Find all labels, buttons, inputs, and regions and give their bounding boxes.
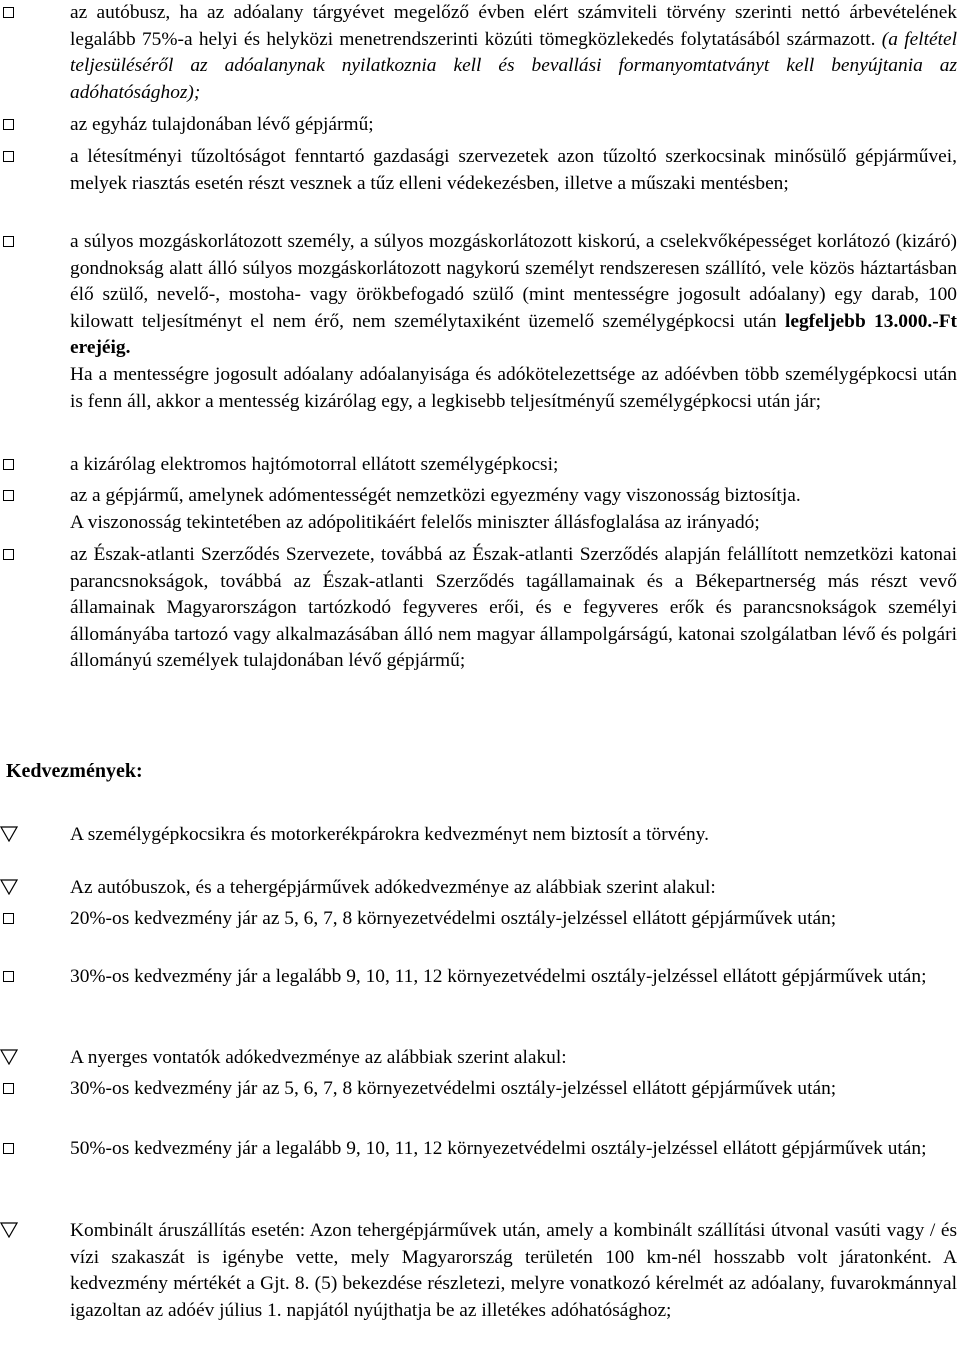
checkbox-bullet-icon: [0, 452, 20, 479]
item-text: az a gépjármű, amelynek adómentességét nemzetközi egyezmény vagy viszonosság biztosítja.: [70, 485, 801, 506]
list-item: [0, 1045, 960, 1072]
item-extra-paragraph: Ha a mentességre jogosult adóalany adóalanyisága és adókötelezettsége az adóévben több személygépkocsi után is fenn áll, akkor a mentesség kizárólag egy, a legkisebb teljesítményű személygépkocsi után jár;: [70, 363, 957, 412]
checkbox-bullet-icon: [0, 1136, 20, 1163]
item-text: a kizárólag elektromos hajtómotorral ellátott személygépkocsi;: [70, 454, 559, 475]
list-item: [0, 144, 960, 197]
section-heading: Kedvezmények:: [6, 760, 143, 782]
item-text: 50%-os kedvezmény jár a legalább 9, 10, 11, 12 környezetvédelmi osztály-jelzéssel ellátott gépjárművek után;: [70, 1138, 927, 1159]
checkbox-bullet-icon: [0, 906, 20, 933]
list-item: [0, 483, 960, 536]
checkbox-bullet-icon: [0, 964, 20, 991]
list-item: [0, 1076, 960, 1103]
checkbox-bullet-icon: [0, 1076, 20, 1103]
checkbox-bullet-icon: [0, 229, 20, 256]
triangle-bullet-icon: [0, 875, 20, 902]
item-text: 30%-os kedvezmény jár az 5, 6, 7, 8 környezetvédelmi osztály-jelzéssel ellátott gépjárművek után;: [70, 1078, 837, 1099]
checkbox-bullet-icon: [0, 542, 20, 569]
triangle-bullet-icon: [0, 1218, 20, 1245]
list-item: [0, 875, 960, 902]
item-text: A személygépkocsikra és motorkerékpárokra kedvezményt nem biztosít a törvény.: [70, 824, 709, 845]
triangle-bullet-icon: [0, 822, 20, 849]
list-item: [0, 452, 960, 479]
item-text: az Észak-atlanti Szerződés Szervezete, továbbá az Észak-atlanti Szerződés alapján felállított nemzetközi katonai parancsnokságok, továbbá az Észak-atlanti Szerződés tagállamainak és a Békepartnerség más részt vevő államainak Magyarországon tartózkodó fegyveres erői, és e fegyveres erők és parancsnokságok személyi állományába tartozó vagy alkalmazásában álló nem magyar állampolgárságú, katonai szolgálatban lévő és polgári állományú személyek tulajdonában lévő gépjármű;: [70, 544, 957, 672]
list-item: [0, 229, 960, 415]
item-note-italic: (a feltétel teljesüléséről az adóalanynak nyilatkoznia kell és bevallási formanyomtatványt kell benyújtania az adóhatósághoz);: [70, 28, 957, 103]
list-item: [0, 0, 960, 106]
list-item: [0, 822, 960, 849]
item-text: az autóbusz, ha az adóalany tárgyévet megelőző évben elért számviteli törvény szerinti nettó árbevételének legalább 75%-a helyi és helyközi menetrendszerinti közúti tömegközlekedés folytatásából származott.: [70, 2, 957, 50]
checkbox-bullet-icon: [0, 112, 20, 139]
checkbox-bullet-icon: [0, 0, 20, 27]
list-item: [0, 964, 960, 991]
checkbox-bullet-icon: [0, 483, 20, 510]
item-text: az egyház tulajdonában lévő gépjármű;: [70, 114, 374, 135]
list-item: [0, 1218, 960, 1324]
list-item: [0, 906, 960, 933]
item-text: Kombinált áruszállítás esetén: Azon tehergépjárművek után, amely a kombinált szállítási útvonal vasúti vagy / és vízi szakaszát is igénybe vette, mely Magyarország területén 100 km-nél hosszabb volt járatonként. A kedvezmény mértékét a Gjt. 8. (5) bekezdése részletezi, melyre vonatkozó kérelmét az adóalany, fuvarokmánnyal igazoltan az adóév július 1. napjától nyújthatja be az illetékes adóhatósághoz;: [70, 1220, 957, 1321]
checkbox-bullet-icon: [0, 144, 20, 171]
triangle-bullet-icon: [0, 1045, 20, 1072]
item-text: 30%-os kedvezmény jár a legalább 9, 10, 11, 12 környezetvédelmi osztály-jelzéssel ellátott gépjárművek után;: [70, 966, 927, 987]
item-extra-paragraph: A viszonosság tekintetében az adópolitikáért felelős miniszter állásfoglalása az irányadó;: [70, 511, 760, 533]
list-item: [0, 542, 960, 675]
item-text: a létesítményi tűzoltóságot fenntartó gazdasági szervezetek azon tűzoltó szerkocsinak minősülő gépjárművei, melyek riasztás esetén részt vesznek a tűz elleni védekezésben, illetve a műszaki mentésben;: [70, 146, 957, 194]
list-item: [0, 112, 960, 139]
item-text: A nyerges vontatók adókedvezménye az alábbiak szerint alakul:: [70, 1047, 567, 1068]
item-text: Az autóbuszok, és a tehergépjárművek adókedvezménye az alábbiak szerint alakul:: [70, 877, 716, 898]
item-text: 20%-os kedvezmény jár az 5, 6, 7, 8 környezetvédelmi osztály-jelzéssel ellátott gépjárművek után;: [70, 908, 837, 929]
list-item: [0, 1136, 960, 1163]
item-limit-bold: legfeljebb 13.000.-Ft erejéig.: [70, 310, 957, 359]
item-text: a súlyos mozgáskorlátozott személy, a súlyos mozgáskorlátozott kiskorú, a cselekvőképességet korlátozó (kizáró) gondnokság alatt álló súlyos mozgáskorlátozott nagykorú személyt rendszeresen szállító, vele közös háztartásban élő szülő, nevelő-, mostoha- vagy örökbefogadó szülő (mint mentességre jogosult adóalany) egy darab, 100 kilowatt teljesítményt el nem érő, nem személytaxiként üzemelő személygépkocsi után: [70, 231, 957, 332]
